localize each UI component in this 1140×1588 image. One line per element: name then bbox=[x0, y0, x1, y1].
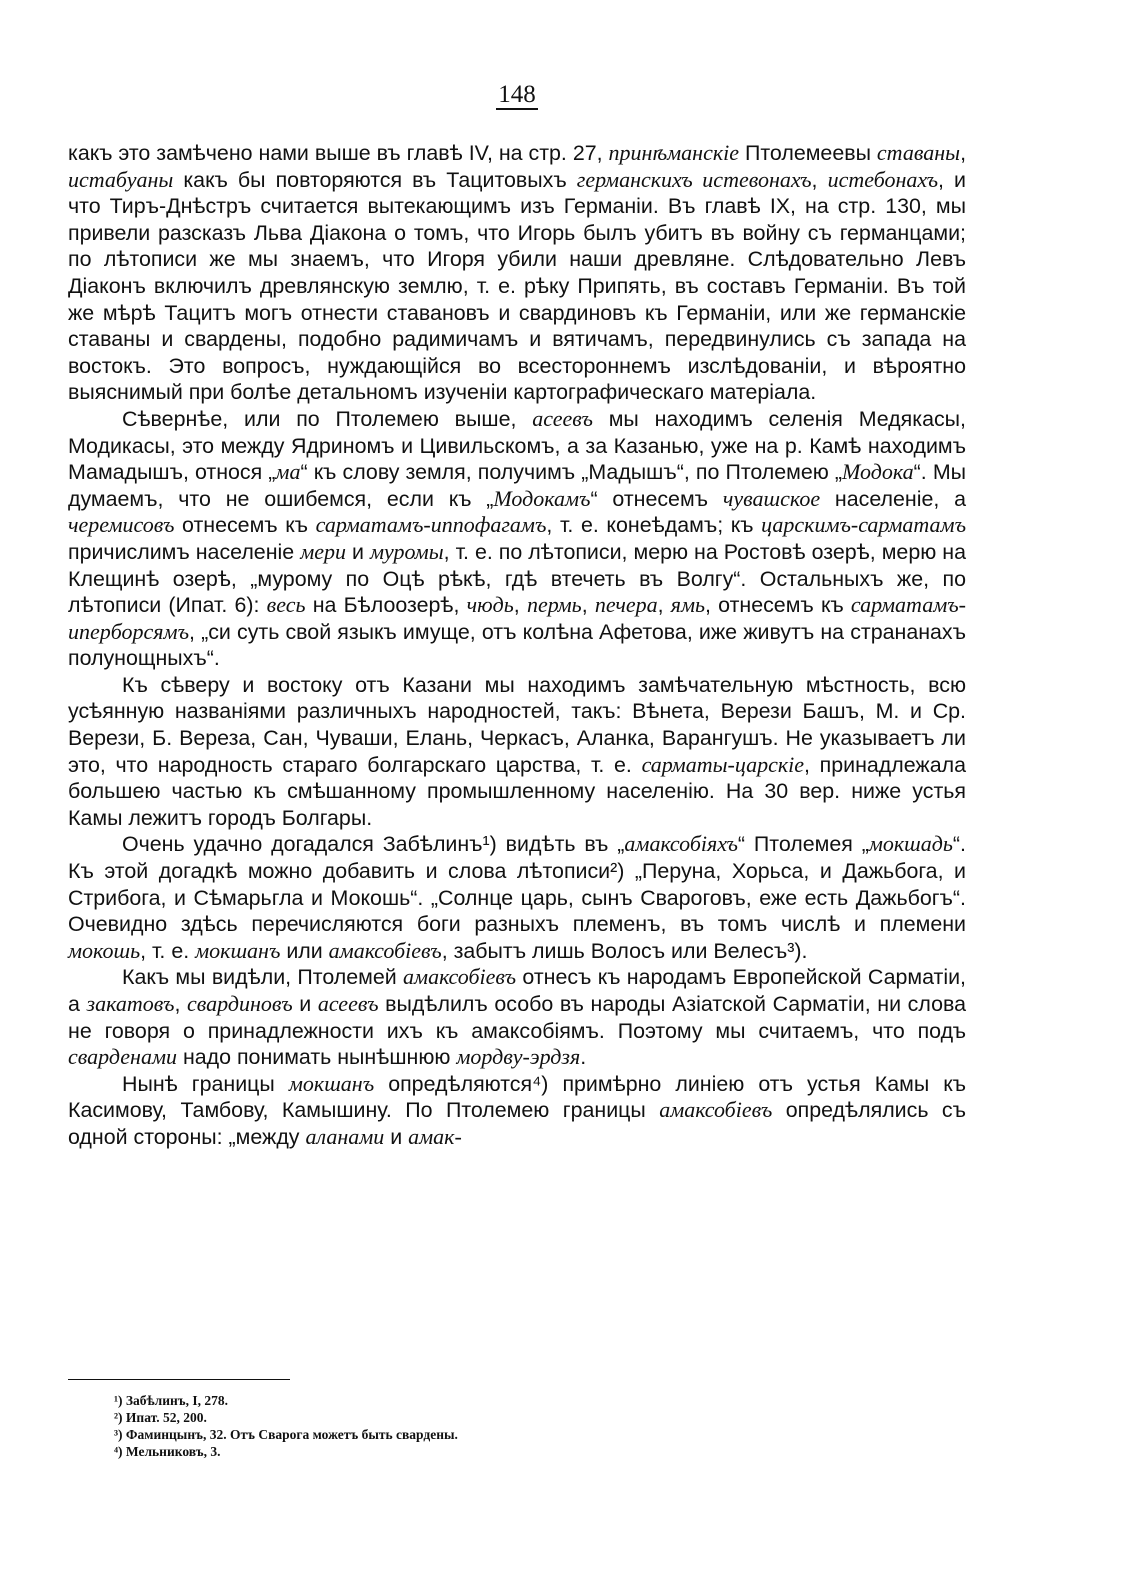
body-text bbox=[68, 140, 966, 1151]
italic-term: мокшанъ bbox=[195, 937, 281, 963]
text-run: Сѣвернѣе, или по Птолемею выше, bbox=[122, 406, 533, 431]
footnote-divider bbox=[68, 1379, 290, 1380]
text-run: Очень удачно догадался Забѣлинъ¹) видѣть въ „ bbox=[122, 832, 625, 857]
italic-term: ставаны bbox=[876, 140, 961, 165]
italic-term: сарматамъ-иперборсямъ bbox=[68, 592, 966, 644]
text-run: или bbox=[280, 938, 329, 963]
text-run: , bbox=[513, 593, 527, 618]
italic-term: мокшанъ bbox=[288, 1070, 375, 1096]
italic-term: черемисовъ bbox=[68, 512, 175, 538]
paragraph bbox=[68, 831, 966, 964]
italic-term: асеевъ bbox=[317, 991, 379, 1016]
italic-term: мокошь bbox=[68, 937, 141, 963]
footnote: ²) Ипат. 52, 200. bbox=[114, 1410, 207, 1425]
text-run: опредѣляются⁴) примѣрно линіею отъ устья Камы къ Касимову, Тамбову, Камышину. По Птолемею границы bbox=[68, 1071, 966, 1123]
italic-term: мери bbox=[300, 538, 346, 564]
text-run: , bbox=[581, 593, 595, 618]
text-run: какъ это замѣчено нами выше въ главѣ IV, на стр. 27, bbox=[68, 141, 609, 165]
footnote: ¹) Забѣлинъ, I, 278. bbox=[114, 1393, 229, 1408]
italic-term: сарматамъ-иппофагамъ bbox=[315, 512, 547, 538]
text-run: населеніе, а bbox=[820, 486, 967, 511]
page-number-text: 148 bbox=[498, 81, 536, 108]
text-run: надо понимать нынѣшнюю bbox=[177, 1045, 457, 1070]
text-run: мы находимъ селенія Медякасы, Модикасы, это между Ядриномъ и Цивильскомъ, а за Казанью, уже на р. Камѣ находимъ Мамадышъ, относя „ bbox=[68, 406, 966, 485]
text-run: “ отнесемъ bbox=[590, 486, 723, 511]
italic-term: печера bbox=[594, 592, 658, 618]
italic-term: чувашское bbox=[722, 485, 821, 511]
italic-term: свардиновъ bbox=[187, 991, 293, 1016]
italic-term: муромы bbox=[369, 538, 444, 564]
text-run: , т. е. по лѣтописи, мерю на Ростовѣ озерѣ, мерю на Клещинѣ озерѣ, „мурому по Оцѣ рѣкѣ, гдѣ втечеть въ Волгу“. Остальныхъ же, по лѣтописи (Ипат. 6): bbox=[68, 539, 966, 618]
text-run: , bbox=[960, 141, 967, 165]
text-run: Нынѣ границы bbox=[122, 1071, 289, 1096]
italic-term: Модокамъ bbox=[493, 485, 591, 511]
text-run: какъ бы повторяются въ Тацитовыхъ bbox=[173, 167, 577, 192]
text-run: , т. е. конеѣдамъ; къ bbox=[546, 513, 762, 538]
italic-term: аланами bbox=[305, 1123, 385, 1149]
italic-term: мордву-эрдзя bbox=[456, 1044, 581, 1070]
paragraph bbox=[68, 964, 966, 1070]
italic-term: ямь bbox=[670, 592, 706, 618]
text-run: “. Къ этой догадкѣ можно добавить и слова лѣтописи²) „Перуна, Хорьса, и Дажьбога, и Стрибога, и Сѣмарьгла и Мокошь“. „Солнце царь, сынъ Свароговъ, еже есть Дажьбогъ“. Очевидно здѣсь перечисляются боги разныхъ племенъ, въ томъ числѣ и племени bbox=[68, 832, 966, 937]
italic-term: чюдь bbox=[466, 592, 514, 618]
italic-term: амаксобіевъ bbox=[659, 1097, 773, 1123]
italic-term: сварденами bbox=[68, 1044, 177, 1070]
italic-term: мокшадь bbox=[868, 831, 953, 857]
text-run: и bbox=[292, 992, 318, 1016]
italic-term: амаксобіевъ bbox=[403, 964, 517, 990]
paragraph bbox=[68, 140, 966, 406]
italic-term: пермь bbox=[526, 592, 582, 618]
italic-term: амаксобіяхъ bbox=[624, 831, 738, 857]
paragraph bbox=[68, 406, 966, 672]
text-run: , забытъ лишь Волосъ или Велесъ³). bbox=[441, 938, 808, 963]
text-run: причислимъ населеніе bbox=[68, 539, 301, 564]
italic-term: Модока bbox=[842, 459, 914, 485]
text-run: Птолемеевы bbox=[739, 141, 877, 165]
text-run: отнесъ къ народамъ Европейской Сарматіи, а bbox=[68, 965, 966, 1016]
italic-term: принѣманскіе bbox=[608, 140, 740, 165]
italic-term: закатовъ bbox=[86, 991, 175, 1016]
text-run: , и что Тиръ-Днѣстръ считается вытекающимъ изъ Германіи. Въ главѣ IX, на стр. 130, мы привели разсказъ Льва Діакона о томъ, что Игорь былъ убитъ въ войну съ германцами; по лѣтописи же мы знаемъ, что Игоря убили наши древляне. Слѣдовательно Левъ Діаконъ включилъ древлянскую землю, т. е. рѣку Припять, въ составъ Германіи. Въ той же мѣрѣ Тацитъ могъ отнести ставановъ и свардиновъ къ Германіи, или же германскіе ставаны и свардены, подобно радимичамъ и вятичамъ, передвинулись съ запада на востокъ. Это вопросъ, нуждающійся во всестороннемъ изслѣдованіи, и вѣроятно выяснимый при болѣе детальномъ изученіи картографическаго матеріала. bbox=[68, 167, 966, 405]
italic-term: ма bbox=[275, 459, 301, 485]
italic-term: царскимъ-сарматамъ bbox=[761, 512, 966, 538]
text-run: Какъ мы видѣли, Птолемей bbox=[122, 965, 404, 990]
text-run: , bbox=[657, 593, 671, 618]
italic-term: асеевъ bbox=[532, 405, 593, 431]
italic-term: амак- bbox=[408, 1123, 462, 1149]
text-run: “ Птолемея „ bbox=[737, 832, 869, 857]
footnote: ⁴) Мельниковъ, 3. bbox=[114, 1444, 221, 1459]
text-run: . bbox=[580, 1045, 587, 1070]
paragraph bbox=[68, 672, 966, 832]
text-run: , „си суть свой языкъ имуще, отъ колѣна Афетова, иже живутъ на странанахъ полунощныхъ“. bbox=[68, 619, 966, 671]
italic-term: германскихъ истевонахъ bbox=[576, 166, 812, 192]
italic-term: амаксобіевъ bbox=[328, 937, 442, 963]
text-run: “ къ слову земля, получимъ „Мадышъ“, по Птолемею „ bbox=[300, 460, 843, 485]
text-run: , принадлежала большею частью къ смѣшанному промышленному населенію. На 30 вер. ниже устья Камы лежитъ городъ Болгары. bbox=[68, 752, 966, 830]
text-run: , bbox=[811, 167, 828, 192]
italic-term: истабуаны bbox=[68, 166, 174, 192]
paragraph bbox=[68, 1071, 966, 1151]
text-run: Къ сѣверу и востоку отъ Казани мы находимъ замѣчательную мѣстность, всю усѣянную названіями различныхъ народностей, такъ: Вѣнета, Верези Башъ, М. и Ср. Верези, Б. Вереза, Сан, Чуваши, Елань, Черкасъ, Аланка, Варангушъ. Не указываетъ ли это, что народность стараго болгарскаго царства, т. е. bbox=[68, 672, 966, 777]
footnote: ³) Фаминцынъ, 32. Отъ Сварога можетъ быть свардены. bbox=[114, 1427, 458, 1442]
text-run: , т. е. bbox=[140, 938, 196, 963]
text-run: “. Мы думаемъ, что не ошибемся, если къ „ bbox=[68, 460, 967, 511]
text-run: выдѣлилъ особо въ народы Азіатской Сарматіи, ни слова не говоря о принадлежности ихъ къ амаксобіямъ. Поэтому мы считаемъ, что подъ bbox=[68, 992, 967, 1043]
text-run: и bbox=[384, 1124, 409, 1149]
text-run: , отнесемъ къ bbox=[705, 593, 851, 618]
footnotes bbox=[114, 1392, 874, 1460]
italic-term: истебонахъ bbox=[827, 166, 939, 192]
text-run: на Бѣлоозерѣ, bbox=[305, 593, 467, 618]
text-run: , bbox=[174, 992, 188, 1016]
text-run: и bbox=[346, 539, 370, 564]
italic-term: весь bbox=[266, 592, 306, 618]
text-run: опредѣлялись съ одной стороны: „между bbox=[68, 1098, 966, 1149]
page-number bbox=[68, 82, 966, 110]
text-run: отнесемъ къ bbox=[174, 513, 316, 538]
italic-term: сарматы-царскіе bbox=[641, 751, 805, 777]
